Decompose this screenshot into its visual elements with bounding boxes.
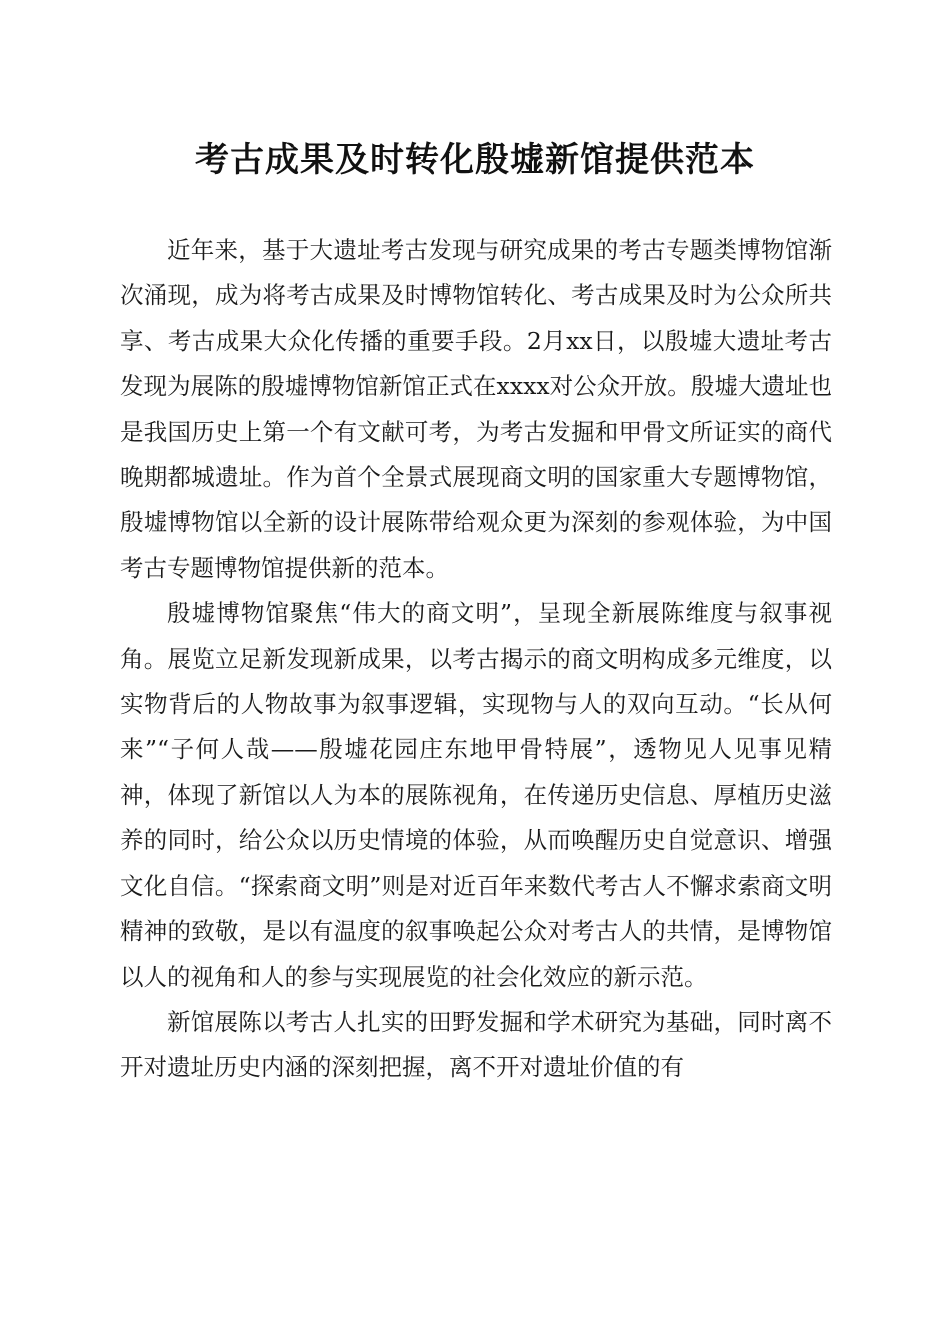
document-title: 考古成果及时转化殷墟新馆提供范本 bbox=[195, 140, 755, 180]
paragraph-3: 新馆展陈以考古人扎实的田野发掘和学术研究为基础，同时离不开对遗址历史内涵的深刻把握，离不开对遗址价值的有 bbox=[120, 1007, 832, 1082]
document-body bbox=[120, 228, 832, 1091]
paragraph-2: 殷墟博物馆聚焦“伟大的商文明”，呈现全新展陈维度与叙事视角。展览立足新发现新成果，以考古揭示的商文明构成多元维度，以实物背后的人物故事为叙事逻辑，实现物与人的双向互动。“长从何来”“子何人哉——殷墟花园庄东地甲骨特展”，透物见人见事见精神，体现了新馆以人为本的展陈视角，在传递历史信息、厚植历史滋养的同时，给公众以历史情境的体验，从而唤醒历史自觉意识、增强文化自信。“探索商文明”则是对近百年来数代考古人不懈求索商文明精神的致敬，是以有温度的叙事唤起公众对考古人的共情，是博物馆以人的视角和人的参与实现展览的社会化效应的新示范。 bbox=[120, 599, 832, 991]
paragraph-1: 近年来，基于大遗址考古发现与研究成果的考古专题类博物馆渐次涌现，成为将考古成果及时博物馆转化、考古成果及时为公众所共享、考古成果大众化传播的重要手段。2月xx日，以殷墟大遗址考古发现为展陈的殷墟博物馆新馆正式在xxxx对公众开放。殷墟大遗址也是我国历史上第一个有文献可考，为考古发掘和甲骨文所证实的商代晚期都城遗址。作为首个全景式展现商文明的国家重大专题博物馆，殷墟博物馆以全新的设计展陈带给观众更为深刻的参观体验，为中国考古专题博物馆提供新的范本。 bbox=[120, 236, 832, 582]
